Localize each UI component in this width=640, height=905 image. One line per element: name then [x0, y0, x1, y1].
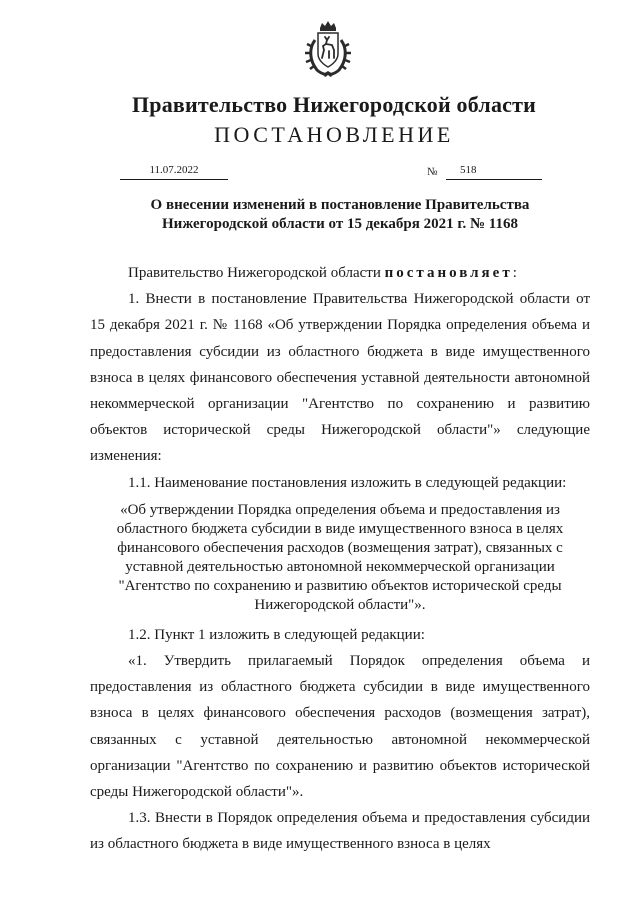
subject-line-2: Нижегородской области от 15 декабря 2021 г. № 1168: [162, 216, 518, 232]
paragraph-item-1-1: 1.1. Наименование постановления изложить в следующей редакции:: [128, 474, 567, 491]
government-title: Правительство Нижегородской области: [131, 92, 536, 117]
paragraph-item-1-3: 1.3. Внести в Порядок определения объема и предоставления субсидии из областного бюджета в виде имущественного взноса в целях: [90, 810, 590, 853]
document-body: [90, 260, 590, 858]
preamble-paragraph: [90, 260, 590, 286]
preamble-text: Правительство Нижегородской области: [128, 265, 381, 281]
document-subject: [90, 196, 590, 234]
quoted-title-block: «Об утверждении Порядка определения объема и предоставления из областного бюджета субсидии в виде имущественного взноса в целях финансового обеспечения расходов (возмещения затрат), связанных с уставной деятельностью автономной некоммерческой организации "Агентство по сохранению и развитию объектов исторической среды Нижегородской области"».: [116, 501, 564, 613]
document-number: 518: [460, 164, 477, 176]
document-number-field: [446, 163, 542, 180]
number-label: №: [427, 166, 438, 178]
preamble-end: :: [512, 265, 517, 281]
subject-line-1: О внесении изменений в постановление Правительства: [150, 197, 530, 213]
paragraph-item-1: 1. Внести в постановление Правительства Нижегородской области от 15 декабря 2021 г. № 1168 «Об утверждении Порядка определения объема и предоставления субсидии из областного бюджета в виде имущественного взноса в целях финансового обеспечения уставной деятельности автономной некоммерческой организации "Агентство по сохранению и развитию объектов исторической среды Нижегородской области"» следующие изменения:: [90, 291, 590, 465]
document-date: 11.07.2022: [120, 163, 228, 180]
coat-of-arms-emblem: [303, 20, 353, 78]
paragraph-item-1-2: 1.2. Пункт 1 изложить в следующей редакции:: [128, 626, 425, 643]
document-type-title: ПОСТАНОВЛЕНИЕ: [214, 122, 454, 147]
paragraph-item-1-2-text: «1. Утвердить прилагаемый Порядок определения объема и предоставления из областного бюджета субсидии в виде имущественного взноса в целях финансового обеспечения расходов (возмещения затрат), связанных с уставной деятельностью автономной некоммерческой организации "Агентство по сохранению и развитию объектов исторической среды Нижегородской области"».: [90, 653, 590, 801]
preamble-action: постановляет: [384, 265, 513, 281]
